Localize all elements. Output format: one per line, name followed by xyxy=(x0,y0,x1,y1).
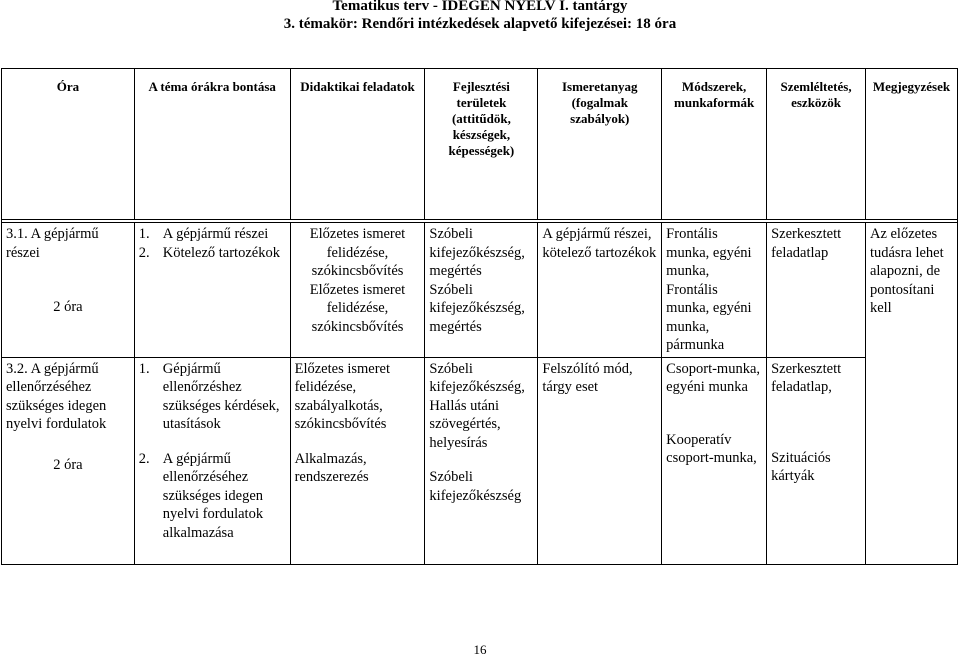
item-text: A gépjármű részei xyxy=(162,226,269,242)
list-item xyxy=(139,244,286,263)
cell-text: A gépjármű részei, kötelező tartozékok xyxy=(542,226,657,261)
didaktika-cell xyxy=(290,223,425,358)
fejlesztes-cell xyxy=(425,223,538,358)
cell-text: Előzetes ismeret felidézése, szókincsbővítés xyxy=(309,281,406,335)
col-header-fejlesztes: Fejlesztési területek (attitűdök, készségek, képességek) xyxy=(425,69,538,220)
szemleltetes-cell xyxy=(767,357,866,564)
cell-text: Szóbeli kifejezőkészség, megértés xyxy=(429,226,525,279)
ora-hours: 2 óra xyxy=(53,299,83,315)
item-number: 2. xyxy=(138,450,150,467)
didaktika-cell xyxy=(290,357,425,564)
item-number: 1. xyxy=(138,226,150,242)
cell-text: Csoport-munka, egyéni munka xyxy=(666,360,761,395)
col-header-szemleltetes: Szemléltetés, eszközök xyxy=(767,69,866,220)
szemleltetes-cell xyxy=(767,223,866,358)
fejlesztes-cell xyxy=(425,357,538,564)
ora-title: 3.1. A gépjármű részei xyxy=(6,226,99,261)
ora-cell xyxy=(2,223,135,358)
table-row xyxy=(2,357,958,564)
modszer-cell xyxy=(662,357,767,564)
ismeret-cell xyxy=(538,357,662,564)
cell-text: Szóbeli kifejezőkészség, Hallás utáni szövegértés, helyesírás xyxy=(429,360,525,451)
document-title: Tematikus terv - IDEGEN NYELV I. tantárgy xyxy=(332,0,628,14)
cell-text: Frontális munka, egyéni munka, xyxy=(666,226,752,279)
col-header-tema: A téma órákra bontása xyxy=(134,69,290,220)
cell-text: Szerkesztett feladatlap, xyxy=(771,360,842,395)
cell-text: Szóbeli kifejezőkészség xyxy=(429,469,522,504)
col-header-modszer: Módszerek, munkaformák xyxy=(662,69,767,220)
list-item xyxy=(139,225,286,244)
document-subtitle: 3. témakör: Rendőri intézkedések alapvető kifejezései: 18 óra xyxy=(283,16,677,32)
cell-text: Szóbeli kifejezőkészség, megértés xyxy=(429,281,525,335)
cell-text: Felszólító mód, tárgy eset xyxy=(542,360,633,395)
ora-cell xyxy=(2,357,135,564)
col-header-ora: Óra xyxy=(2,69,135,220)
list-item xyxy=(139,360,286,434)
cell-text: Az előzetes tudásra lehet alapozni, de pontosítani kell xyxy=(869,226,944,316)
cell-text: Alkalmazás, rendszerezés xyxy=(294,450,369,485)
table-row xyxy=(2,223,958,358)
cell-text: Előzetes ismeret felidézése, szabályalkotás, szókincsbővítés xyxy=(294,360,391,432)
header-row xyxy=(2,69,958,220)
thematic-plan-table xyxy=(1,68,958,565)
cell-text: Szituációs kártyák xyxy=(771,449,831,484)
cell-text: Szerkesztett feladatlap xyxy=(771,226,842,261)
col-header-megjegyzes: Megjegyzések xyxy=(865,69,957,220)
tema-cell xyxy=(134,357,290,564)
item-text: A gépjármű ellenőrzéséhez szükséges idegen nyelvi fordulatok alkalmazása xyxy=(162,450,264,541)
megjegyzes-cell xyxy=(865,223,957,565)
list-item xyxy=(139,450,286,543)
col-header-ismeret: Ismeretanyag (fogalmak szabályok) xyxy=(538,69,662,220)
item-number: 2. xyxy=(138,244,150,261)
item-number: 1. xyxy=(138,360,150,377)
item-text: Gépjármű ellenőrzéshez szükséges kérdések, utasítások xyxy=(162,360,280,432)
page-number: 16 xyxy=(473,642,487,657)
cell-text: Kooperatív csoport-munka, xyxy=(666,431,757,466)
ismeret-cell xyxy=(538,223,662,358)
ora-hours: 2 óra xyxy=(53,456,83,473)
modszer-cell xyxy=(662,223,767,358)
cell-text: Frontális munka, egyéni munka, pármunka xyxy=(666,281,752,353)
col-header-didaktika: Didaktikai feladatok xyxy=(290,69,425,220)
cell-text: Előzetes ismeret felidézése, szókincsbővítés xyxy=(309,226,406,279)
ora-title: 3.2. A gépjármű ellenőrzéséhez szükséges idegen nyelvi fordulatok xyxy=(6,360,107,432)
tema-cell xyxy=(134,223,290,358)
item-text: Kötelező tartozékok xyxy=(162,244,280,261)
